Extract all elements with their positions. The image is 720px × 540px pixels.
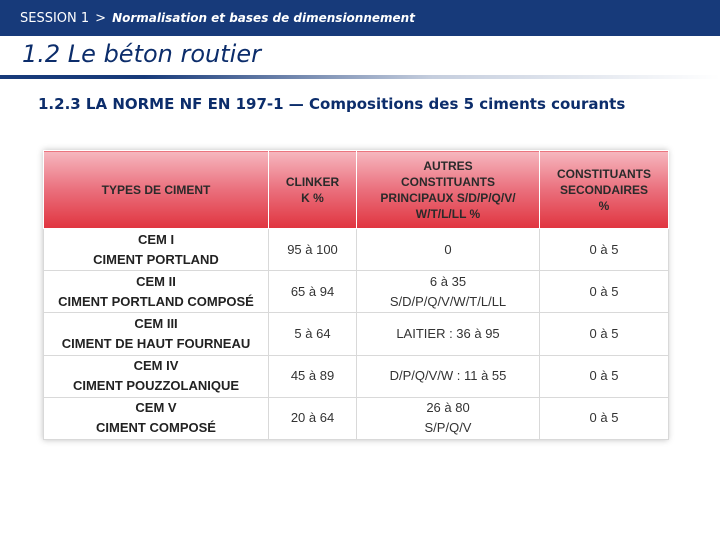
cement-type-cell-line: CEM III	[134, 315, 178, 331]
constituants-secondaires-cell-line: 0 à 5	[589, 410, 619, 426]
composition-table	[43, 150, 669, 440]
header-clinker	[269, 151, 357, 229]
clinker-cell	[269, 271, 357, 313]
session-subtitle: Normalisation et bases de dimensionnement	[112, 11, 415, 25]
title-divider	[0, 75, 720, 79]
autres-constituants-cell	[357, 313, 540, 355]
header-line: SECONDAIRES	[559, 182, 648, 197]
section-subtitle: 1.2.3 LA NORME NF EN 197-1 — Compositions des 5 ciments courants	[38, 95, 626, 113]
header-line: PRINCIPAUX S/D/P/Q/V/	[380, 190, 516, 205]
header-constituants-secondaires	[540, 151, 669, 229]
autres-constituants-cell-line: 6 à 35	[429, 273, 467, 289]
autres-constituants-cell-line: S/P/Q/V	[424, 420, 472, 436]
clinker-cell	[269, 313, 357, 355]
constituants-secondaires-cell	[540, 271, 669, 313]
clinker-cell-line: 65 à 94	[290, 283, 335, 299]
cement-type-cell-line: CIMENT PORTLAND COMPOSÉ	[58, 293, 254, 309]
cement-type-cell-line: CEM II	[136, 273, 176, 289]
constituants-secondaires-cell	[540, 229, 669, 271]
autres-constituants-cell-line: D/P/Q/V/W : 11 à 55	[389, 368, 507, 384]
autres-constituants-cell-line: 26 à 80	[426, 400, 470, 416]
header-line: TYPES DE CIMENT	[101, 182, 211, 197]
autres-constituants-cell	[357, 271, 540, 313]
constituants-secondaires-cell	[540, 355, 669, 397]
header-line: CONSTITUANTS	[401, 174, 495, 189]
constituants-secondaires-cell-line: 0 à 5	[589, 325, 619, 341]
header-line: CLINKER	[285, 174, 340, 189]
header-bar	[0, 0, 720, 36]
table-body	[44, 229, 669, 440]
cement-type-cell-line: CIMENT COMPOSÉ	[96, 420, 216, 436]
clinker-cell	[269, 397, 357, 439]
constituants-secondaires-cell-line: 0 à 5	[589, 241, 619, 257]
autres-constituants-cell	[357, 229, 540, 271]
cement-type-cell	[44, 355, 269, 397]
header-line: W/T/L/LL %	[415, 206, 481, 221]
cement-type-cell	[44, 313, 269, 355]
constituants-secondaires-cell	[540, 397, 669, 439]
clinker-cell-line: 45 à 89	[290, 368, 335, 384]
page-title: 1.2 Le béton routier	[22, 40, 261, 68]
constituants-secondaires-cell-line: 0 à 5	[589, 283, 619, 299]
clinker-cell-line: 95 à 100	[287, 241, 338, 257]
autres-constituants-cell-line: LAITIER : 36 à 95	[396, 325, 500, 341]
breadcrumb-separator: >	[95, 10, 107, 26]
header-types-de-ciment	[44, 151, 269, 229]
header-line: CONSTITUANTS	[557, 166, 651, 181]
cement-type-cell-line: CIMENT POUZZOLANIQUE	[72, 378, 240, 394]
cement-type-cell	[44, 397, 269, 439]
table-header-row	[44, 151, 669, 229]
table-row	[44, 355, 669, 397]
cement-type-cell-line: CIMENT PORTLAND	[93, 251, 219, 267]
clinker-cell	[269, 355, 357, 397]
constituants-secondaires-cell	[540, 313, 669, 355]
table-row	[44, 313, 669, 355]
autres-constituants-cell	[357, 355, 540, 397]
header-line: %	[598, 198, 610, 213]
clinker-cell-line: 5 à 64	[294, 325, 331, 341]
autres-constituants-cell-line: 0	[444, 241, 452, 257]
cement-type-cell-line: CEM IV	[133, 358, 179, 374]
composition-table-container	[43, 150, 668, 440]
header-line: AUTRES	[423, 158, 473, 173]
session-label: SESSION 1	[20, 10, 90, 26]
clinker-cell-line: 20 à 64	[290, 410, 335, 426]
autres-constituants-cell-line: S/D/P/Q/V/W/T/L/LL	[389, 293, 507, 309]
cement-type-cell	[44, 271, 269, 313]
table-row	[44, 229, 669, 271]
cement-type-cell	[44, 229, 269, 271]
header-autres-constituants	[357, 151, 540, 229]
cement-type-cell-line: CEM V	[135, 400, 177, 416]
constituants-secondaires-cell-line: 0 à 5	[589, 368, 619, 384]
clinker-cell	[269, 229, 357, 271]
table-row	[44, 397, 669, 439]
cement-type-cell-line: CEM I	[137, 231, 175, 247]
header-line: K %	[301, 190, 324, 205]
autres-constituants-cell	[357, 397, 540, 439]
cement-type-cell-line: CIMENT DE HAUT FOURNEAU	[61, 335, 251, 351]
table-row	[44, 271, 669, 313]
